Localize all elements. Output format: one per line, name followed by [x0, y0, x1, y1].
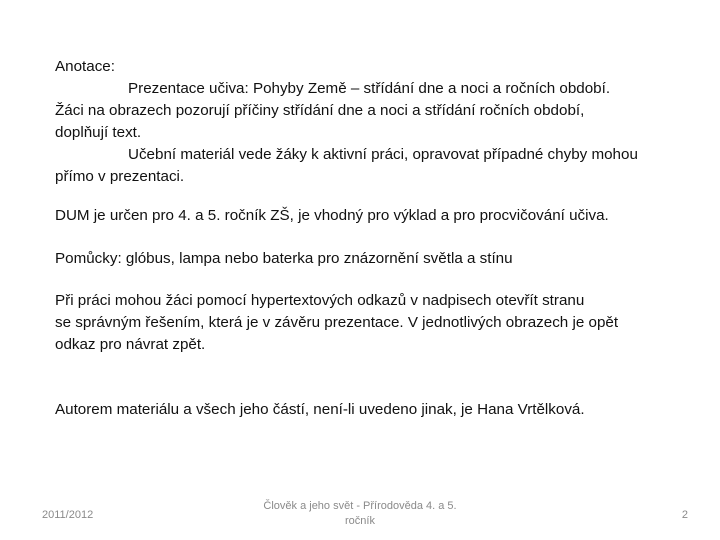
instructions-line: odkaz pro návrat zpět. [55, 336, 206, 353]
instructions-line: Při práci mohou žáci pomocí hypertextových odkazů v nadpisech otevřít stranu [55, 292, 585, 309]
footer-title [250, 499, 470, 529]
slide-number: 2 [681, 509, 688, 521]
tools-paragraph: Pomůcky: glóbus, lampa nebo baterka pro znázornění světla a stínu [55, 250, 513, 267]
annotation-line: Učební materiál vede žáky k aktivní práci, opravovat případné chyby mohou [128, 146, 638, 163]
annotation-line: doplňují text. [55, 124, 142, 141]
annotation-line: Prezentace učiva: Pohyby Země – střídání dne a noci a ročních období. [128, 80, 611, 97]
instructions-line: se správným řešením, která je v závěru prezentace. V jednotlivých obrazech je opět [55, 314, 619, 331]
annotation-line: přímo v prezentaci. [55, 168, 185, 185]
annotation-block [55, 56, 695, 188]
annotation-heading: Anotace: [55, 58, 115, 75]
footer-title-line: Člověk a jeho svět - Přírodověda 4. a 5. [263, 500, 457, 512]
author-paragraph: Autorem materiálu a všech jeho částí, není-li uvedeno jinak, je Hana Vrtělková. [55, 401, 585, 418]
annotation-line: Žáci na obrazech pozorují příčiny střídání dne a noci a střídání ročních období, [55, 102, 585, 119]
footer-title-line: ročník [345, 515, 375, 527]
footer-date: 2011/2012 [42, 509, 94, 521]
hyperlink-instructions-block [55, 290, 695, 356]
dum-paragraph: DUM je určen pro 4. a 5. ročník ZŠ, je vhodný pro výklad a pro procvičování učiva. [55, 207, 609, 224]
